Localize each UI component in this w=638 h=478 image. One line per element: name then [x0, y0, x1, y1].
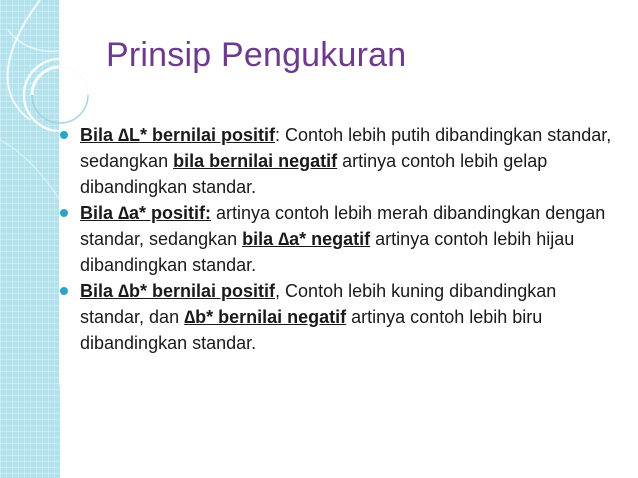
- bullet-dot-icon: [60, 131, 68, 139]
- bullet-b-tail: artinya contoh lebih biru dibandingkan standar.: [80, 307, 543, 353]
- bullet-l-lead: Bila ∆L* bernilai positif: [80, 125, 276, 145]
- bullet-dot-icon: [60, 287, 68, 295]
- decorative-side-band: [0, 0, 60, 478]
- bullet-a-text: artinya contoh lebih merah dibandingkan dengan standar, sedangkan: [80, 203, 606, 249]
- bullet-a-lead: Bila ∆a* positif:: [80, 203, 212, 223]
- bullet-b-lead: Bila ∆b* bernilai positif: [80, 281, 276, 301]
- bullet-list: [60, 122, 620, 356]
- bullet-b-text: , Contoh lebih kuning dibandingkan standar, dan: [80, 281, 557, 327]
- bullet-item-a: [60, 200, 620, 278]
- bullet-dot-icon: [60, 209, 68, 217]
- bullet-l-tail: artinya contoh lebih gelap dibandingkan standar.: [80, 151, 548, 197]
- bullet-a-emphasis: bila ∆a* negatif: [242, 229, 371, 249]
- slide-title: Prinsip Pengukuran: [106, 36, 407, 74]
- bullet-item-b: [60, 278, 620, 356]
- bullet-l-emphasis: bila bernilai negatif: [173, 151, 338, 171]
- bullet-a-tail: artinya contoh lebih hijau dibandingkan standar.: [80, 229, 575, 275]
- bullet-item-l: [60, 122, 620, 200]
- bullet-b-emphasis: ∆b* bernilai negatif: [184, 307, 347, 327]
- bullet-l-text: : Contoh lebih putih dibandingkan standar, sedangkan: [80, 125, 612, 171]
